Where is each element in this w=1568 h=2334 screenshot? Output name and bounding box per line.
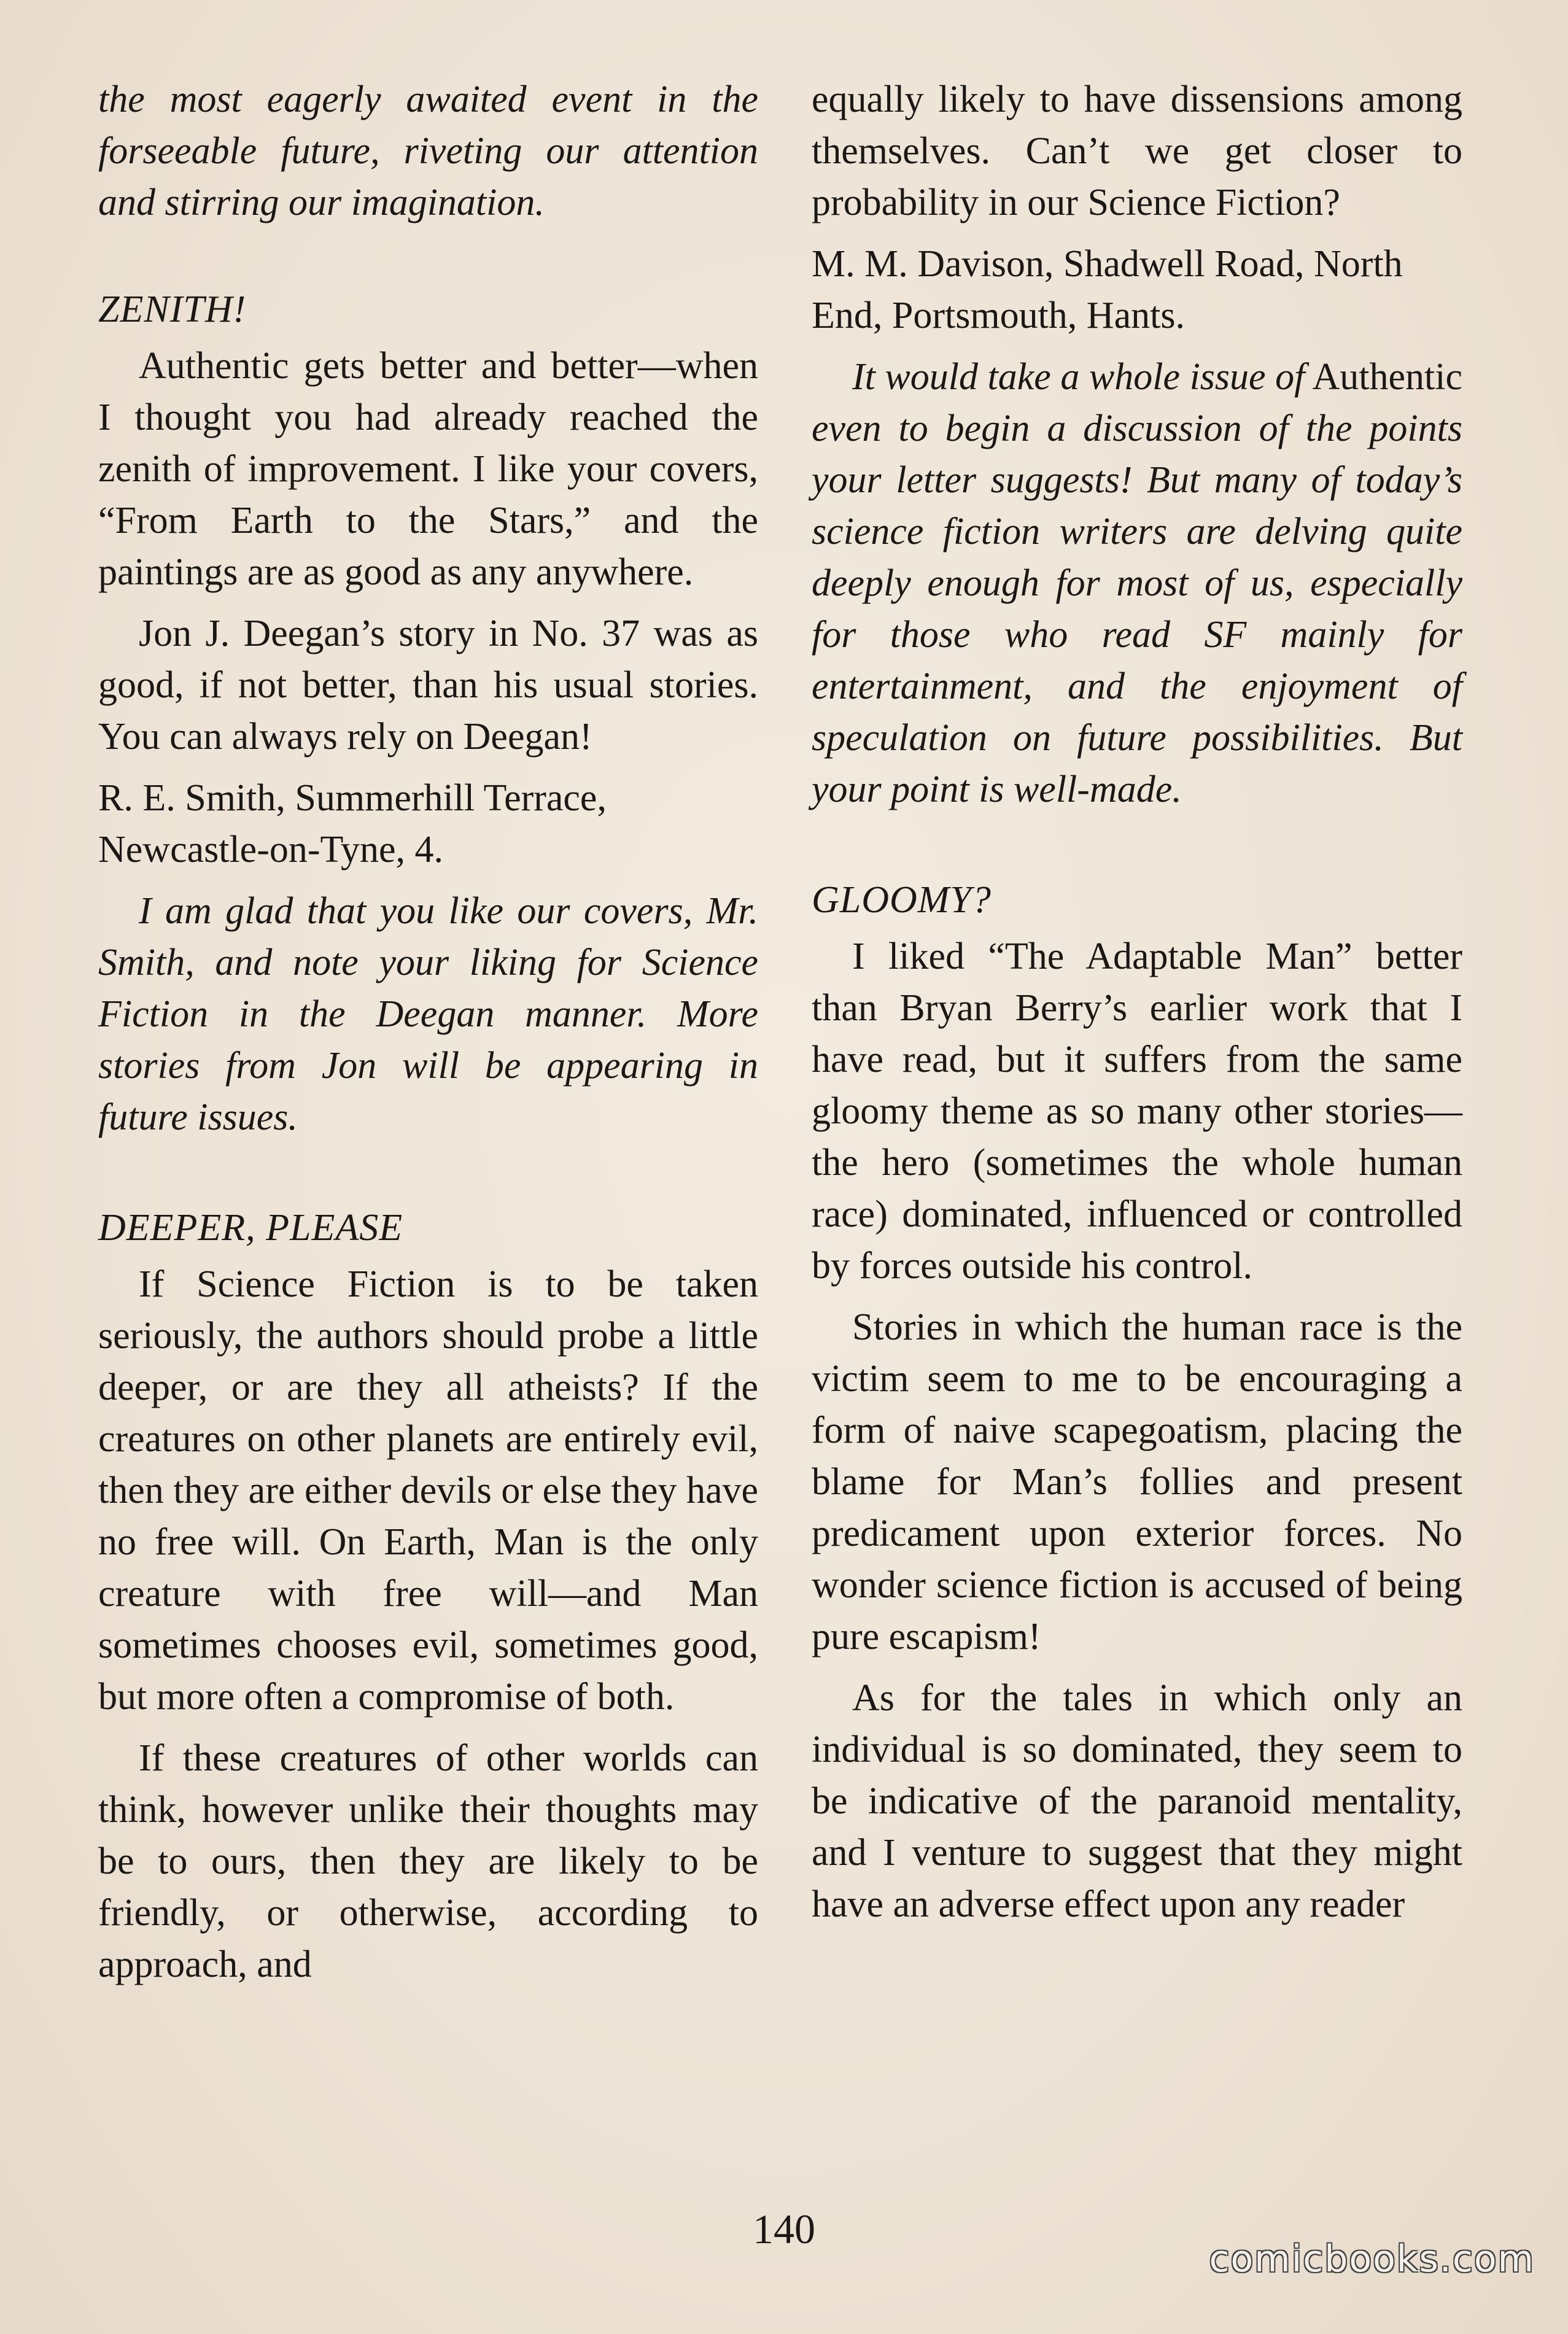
heading-gloomy: GLOOMY?	[812, 879, 992, 921]
reply-rest: even to begin a discussion of the points your letter suggests! But many of today’s science fiction writers are delving quite deeply enough for most of us, especially for those who read SF mainly for entertainment, and the enjoyment of speculation on future possibilities. But your point is well-made.	[812, 408, 1462, 810]
zenith-letter-para2: Jon J. Deegan’s story in No. 37 was as good, if not better, than his usual stories. You can always rely on Deegan!	[98, 613, 758, 758]
reply-magazine-name: Authentic	[1312, 356, 1462, 398]
deeper-letter-para1: If Science Fiction is to be taken seriously, the authors should probe a little deeper, or are they all atheists? If the creatures on other planets are entirely evil, then they are either devils or else they have no free will. On Earth, Man is the only creature with free will—and Man sometimes chooses evil, sometimes good, but more often a compromise of both.	[98, 1263, 758, 1718]
reply-start: It would take a whole issue of	[852, 356, 1305, 398]
page-number: 140	[753, 2206, 815, 2252]
right-column	[812, 74, 1462, 1940]
deeper-editor-reply	[812, 351, 1462, 815]
watermark: comicbooks.com	[1209, 2238, 1535, 2281]
deeper-signature: M. M. Davison, Shadwell Road, North End, Portsmouth, Hants.	[812, 243, 1403, 336]
left-column	[98, 74, 758, 2000]
deeper-letter-para2: If these creatures of other worlds can think, however unlike their thoughts may be to ours, then they are likely to be friendly, or otherwise, according to approach, and	[98, 1737, 758, 1985]
gloomy-letter-para3: As for the tales in which only an individual is so dominated, they seem to be indicative of the paranoid mentality, and I venture to suggest that they might have an adverse effect upon any reader	[812, 1677, 1462, 1925]
zenith-letter-para1: Authentic gets better and better—when I thought you had already reached the zenith of improvement. I like your covers, “From Earth to the Stars,” and the paintings are as good as any anywhere.	[98, 345, 758, 593]
heading-zenith: ZENITH!	[98, 289, 247, 330]
zenith-editor-reply: I am glad that you like our covers, Mr. Smith, and note your liking for Science Fiction in the Deegan manner. More stories from Jon will be appearing in future issues.	[98, 890, 758, 1138]
deeper-letter-continuation: equally likely to have dissensions among themselves. Can’t we get closer to probability in our Science Fiction?	[812, 79, 1462, 223]
zenith-signature: R. E. Smith, Summerhill Terrace, Newcastle-on-Tyne, 4.	[98, 777, 607, 870]
reply-intro: the most eagerly awaited event in the forseeable future, riveting our attention and stirring our imagination.	[98, 79, 758, 223]
gloomy-letter-para2: Stories in which the human race is the victim seem to me to be encouraging a form of naive scapegoatism, placing the blame for Man’s follies and present predicament upon exterior forces. No wonder science fiction is accused of being pure escapism!	[812, 1306, 1462, 1657]
gloomy-letter-para1: I liked “The Adaptable Man” better than Bryan Berry’s earlier work that I have read, but it suffers from the same gloomy theme as so many other stories—the hero (sometimes the whole human race) dominated, influenced or controlled by forces outside his control.	[812, 936, 1462, 1287]
heading-deeper-please: DEEPER, PLEASE	[98, 1207, 403, 1249]
